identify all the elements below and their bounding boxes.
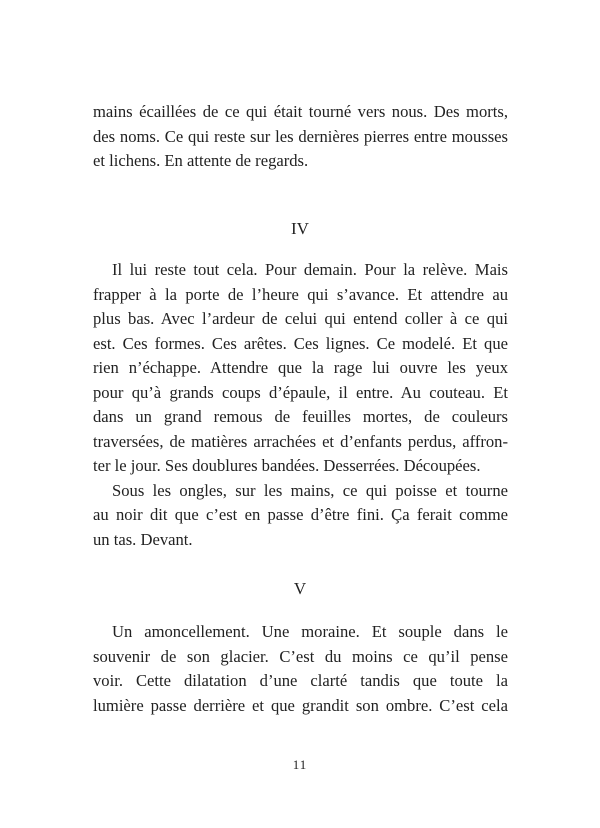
text-line: mains écaillées de ce qui était tourné vers nous. Des morts, [93,102,508,121]
text-line: au noir dit que c’est en passe d’être fini. Ça ferait comme [93,505,508,524]
text-line: ter le jour. Ses doublures bandées. Desserrées. Découpées. [93,456,481,475]
text-line: Sous les ongles, sur les mains, ce qui poisse et tourne [112,480,508,500]
section-heading-v: V [293,579,307,598]
opening-paragraph [93,100,508,174]
text-line: plus bas. Avec l’ardeur de celui qui entend coller à ce qui [93,309,508,328]
section-iv-paragraph-1 [93,258,508,479]
section-heading-iv: IV [291,219,309,238]
text-line: des noms. Ce qui reste sur les dernières pierres entre mousses [93,126,508,146]
text-line: un tas. Devant. [93,529,193,549]
text-line: dans un grand remous de feuilles mortes, de couleurs [93,407,508,426]
section-v-paragraph-1 [93,620,508,718]
text-line: traversées, de matières arrachées et d’enfants perdus, affron- [93,431,508,451]
text-line: Il lui reste tout cela. Pour demain. Pour la relève. Mais [112,260,508,279]
section-iv-paragraph-2 [93,479,508,553]
text-line: Un amoncellement. Une moraine. Et souple dans le [112,622,508,641]
text-line: lumière passe derrière et que grandit son ombre. C’est cela [93,695,508,715]
page-number: 11 [292,757,308,772]
text-line: frapper à la porte de l’heure qui s’avance. Et attendre au [93,284,508,304]
text-line: rien n’échappe. Attendre que la rage lui ouvre les yeux [93,358,508,377]
text-line: souvenir de son glacier. C’est du moins ce qu’il pense [93,646,508,666]
text-line: est. Ces formes. Ces arêtes. Ces lignes. Ce modelé. Et que [93,333,508,353]
text-line: voir. Cette dilatation d’une clarté tandis que toute la [93,671,508,690]
text-line: et lichens. En attente de regards. [93,151,309,170]
text-line: pour qu’à grands coups d’épaule, il entre. Au couteau. Et [93,382,508,402]
